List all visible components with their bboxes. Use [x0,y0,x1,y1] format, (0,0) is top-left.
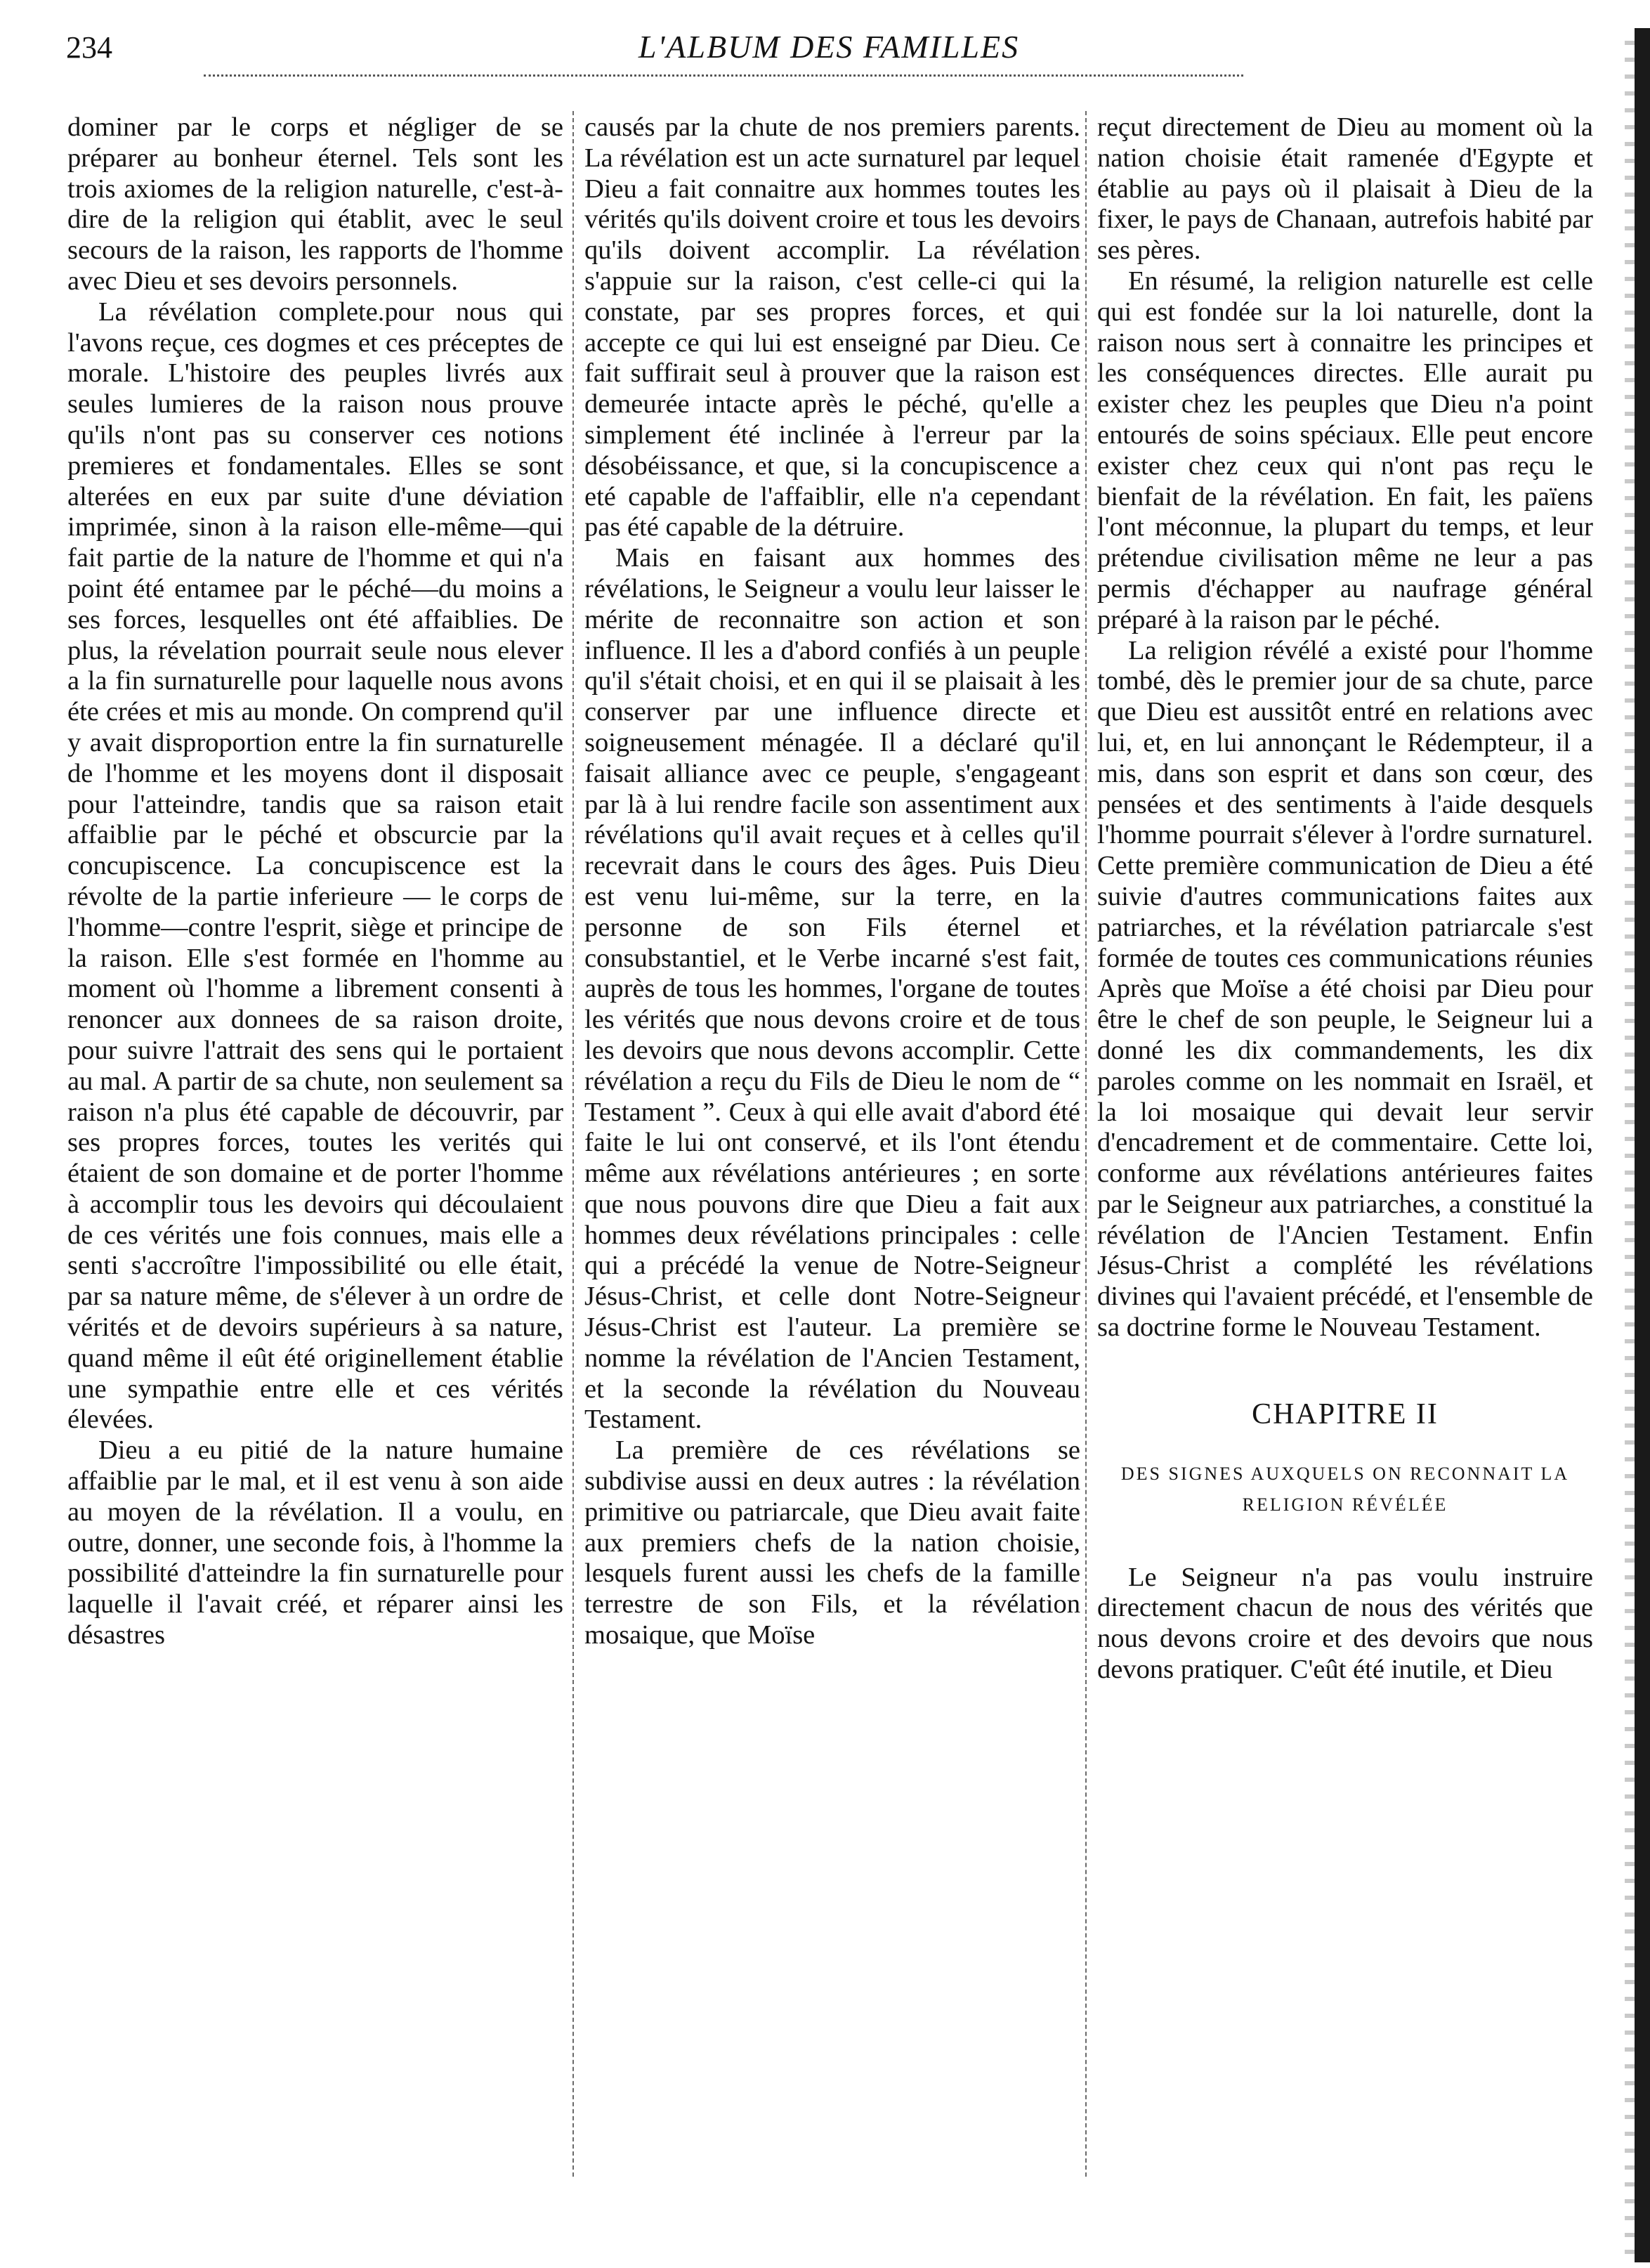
binding-edge [1635,28,1650,2262]
paragraph: dominer par le corps et négliger de se préparer au bonheur éternel. Tels sont les trois axiomes de la religion naturelle, c'est-à-dire de la religion qui établit, avec le seul secours de la raison, les rapports de l'homme avec Dieu et ses devoirs personnels. [67,112,563,296]
running-title: L'ALBUM DES FAMILLES [638,29,1020,65]
text-column-3 [1097,112,1593,1686]
text-column-1 [67,112,563,1651]
chapter-subtitle: DES SIGNES AUXQUELS ON RECONNAIT LA RELIGION RÉVÉLÉE [1120,1463,1570,1515]
header-rule [204,74,1243,77]
paragraph: Dieu a eu pitié de la nature humaine affaiblie par le mal, et il est venu à son aide au moyen de la révélation. Il a voulu, en outre, donner, une seconde fois, à l'homme la possibilité d'atteindre la fin surnaturelle pour laquelle il l'avait créé, et réparer ainsi les désastres [67,1435,563,1650]
column-divider [572,111,574,2177]
page-edge-shadow [1625,28,1635,2262]
page-number: 234 [66,30,112,65]
paragraph: reçut directement de Dieu au moment où la nation choisie était ramenée d'Egypte et établie au pays où il plaisait à Dieu de la fixer, le pays de Chanaan, autrefois habité par ses pères. [1097,112,1593,266]
page-header [63,25,1595,74]
chapter-heading: CHAPITRE II [1252,1397,1439,1430]
paragraph: La révélation complete.pour nous qui l'avons reçue, ces dogmes et ces préceptes de morale. L'histoire des peuples livrés aux seules lumieres de la raison nous prouve qu'ils n'ont pas su conserver ces notions premieres et fondamentales. Elles se sont alterées en eux par suite d'une déviation imprimée, sinon à la raison elle-même—qui fait partie de la nature de l'homme et qui n'a point été entamee par le péché—du moins a ses forces, lesquelles ont été affaiblies. De plus, la révelation pourrait seule nous elever a la fin surnaturelle pour laquelle nous avons éte crées et mis au monde. On comprend qu'il y avait disproportion entre la fin surnaturelle de l'homme et les moyens dont il disposait pour l'atteindre, tandis que sa raison etait affaiblie par le péché et obscurcie par la concupiscence. La concupiscence est la révolte de la partie inferieure — le corps de l'homme—contre l'esprit, siège et principe de la raison. Elle s'est formée en l'homme au moment où l'homme a librement consenti à renoncer aux donnees de sa raison droite, pour suivre l'attrait des sens qui le portaient au mal. A partir de sa chute, non seulement sa raison n'a plus été capable de découvrir, par ses propres forces, toutes les verités qui étaient de son domaine et de porter l'homme à accomplir tous les devoirs qui découlaient de ces vérités une fois connues, mais elle a senti s'accroître l'impossibilité ou elle était, par sa nature même, de s'élever à un ordre de vérités et de devoirs supérieurs à sa nature, quand même il eût été originellement établie une sympathie entre elle et ces vérités élevées. [67,296,563,1435]
text-column-2 [584,112,1080,1651]
paragraph: Le Seigneur n'a pas voulu instruire directement chacun de nous des vérités que nous devons croire et des devoirs que nous devons pratiquer. C'eût été inutile, et Dieu [1097,1562,1593,1685]
paragraph: causés par la chute de nos premiers parents. La révélation est un acte surnaturel par lequel Dieu a fait connaitre aux hommes toutes les vérités qu'ils doivent croire et tous les devoirs qu'ils doivent accomplir. La révélation s'appuie sur la raison, c'est celle-ci qui la constate, par ses propres forces, et qui accepte ce qui lui est enseigné par Dieu. Ce fait suffirait seul à prouver que la raison est demeurée intacte après le péché, qu'elle a simplement été inclinée à l'erreur par la désobéissance, et que, si la concupiscence a eté capable de l'affaiblir, elle n'a cependant pas été capable de la détruire. [584,112,1080,542]
paragraph: Mais en faisant aux hommes des révélations, le Seigneur a voulu leur laisser le mérite de reconnaitre son action et son influence. Il les a d'abord confiés à un peuple qu'il s'était choisi, et en qui il se plaisait à les conserver par une influence directe et soigneusement ménagée. Il a déclaré qu'il faisait alliance avec ce peuple, s'engageant par là à lui rendre facile son assentiment aux révélations qu'il avait reçues et à celles qu'il recevrait dans le cours des âges. Puis Dieu est venu lui-même, sur la terre, en la personne de son Fils éternel et consubstantiel, et le Verbe incarné s'est fait, auprès de tous les hommes, l'organe de toutes les vérités que nous devons croire et de tous les devoirs que nous devons accomplir. Cette révélation a reçu du Fils de Dieu le nom de “ Testament ”. Ceux à qui elle avait d'abord été faite le lui ont conservé, et ils l'ont étendu même aux révélations antérieures ; en sorte que nous pouvons dire que Dieu a fait aux hommes deux révélations principales : celle qui a précédé la venue de Notre-Seigneur Jésus-Christ, et celle dont Notre-Seigneur Jésus-Christ est l'auteur. La première se nomme la révélation de l'Ancien Testament, et la seconde la révélation du Nouveau Testament. [584,543,1080,1435]
column-divider [1085,111,1087,2177]
paragraph: La première de ces révélations se subdivise aussi en deux autres : la révélation primitive ou patriarcale, que Dieu avait faite aux premiers chefs de la nation choisie, lesquels furent aussi les chefs de la famille terrestre de son Fils, et la révélation mosaique, que Moïse [584,1435,1080,1650]
paragraph: En résumé, la religion naturelle est celle qui est fondée sur la loi naturelle, dont la raison nous sert à connaitre les principes et les conséquences directes. Elle aurait pu exister chez les peuples que Dieu n'a point entourés de soins spéciaux. Elle peut encore exister chez ceux qui n'ont pas reçu le bienfait de la révélation. En fait, les païens l'ont méconnue, la plupart du temps, et leur prétendue civilisation même ne leur a pas permis d'échapper au naufrage général préparé à la raison par le péché. [1097,266,1593,634]
paragraph: La religion révélé a existé pour l'homme tombé, dès le premier jour de sa chute, parce que Dieu est aussitôt entré en relations avec lui, et, en lui annonçant le Rédempteur, il a mis, dans son esprit et dans son cœur, des pensées et des sentiments à l'aide desquels l'homme pourrait s'élever à l'ordre surnaturel. Cette première communication de Dieu a été suivie d'autres communications faites aux patriarches, et la révélation patriarcale s'est formée de toutes ces communications réunies Après que Moïse a été choisi par Dieu pour être le chef de son peuple, le Seigneur lui a donné les dix commandements, les dix paroles comme on les nommait en Israël, et la loi mosaique qui devait leur servir d'encadrement et de commentaire. Cette loi, conforme aux révélations antérieures faites par le Seigneur aux patriarches, a constitué la révélation de l'Ancien Testament. Enfin Jésus-Christ a complété les révélations divines qui l'avaient précédé, et l'ensemble de sa doctrine forme le Nouveau Testament. [1097,635,1593,1343]
